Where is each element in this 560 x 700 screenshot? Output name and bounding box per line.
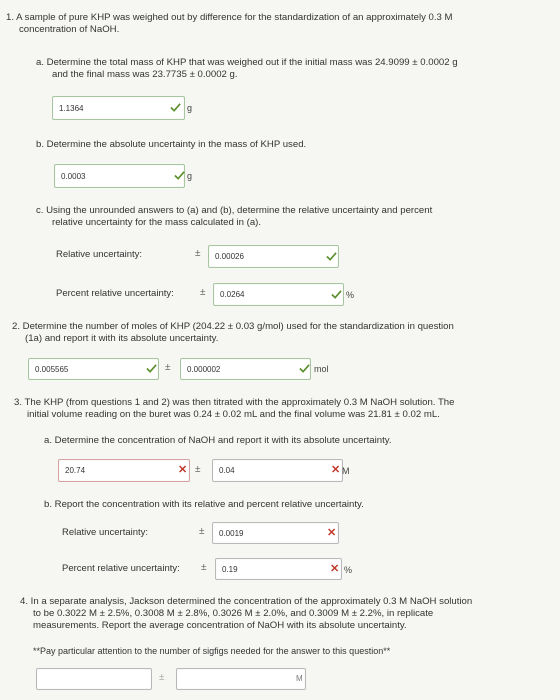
q1c-pct-label: Percent relative uncertainty: [56,288,174,299]
correct-check-icon [146,363,157,374]
q1b-text: b. Determine the absolute uncertainty in the mass of KHP used. [36,139,307,150]
q3a-value: 20.74 [65,466,86,475]
q1a-answer-value: 1.1364 [59,103,84,113]
q1c-line1: c. Using the unrounded answers to (a) and (b), determine the relative uncertainty and percent [36,205,433,216]
q3b-rel-label: Relative uncertainty: [62,527,149,538]
plus-minus-symbol: ± [165,362,171,373]
q3b-rel-value: 0.0019 [219,528,244,538]
q4-unit: M [296,674,303,683]
q1a-line2: and the final mass was 23.7735 ± 0.0002 g. [52,69,238,80]
q3-line2: initial volume reading on the buret was 0.24 ± 0.02 mL and the final volume was 21.81 ± 0.02 mL. [27,409,440,420]
q2-unit: mol [314,364,329,374]
incorrect-cross-icon: ✕ [330,563,340,575]
incorrect-cross-icon: ✕ [327,527,337,539]
q1a-line1: a. Determine the total mass of KHP that was weighed out if the initial mass was 24.9099 ± 0.0002 g [36,57,458,68]
correct-check-icon [331,289,342,300]
q1c-rel-field[interactable] [208,245,339,268]
q3b-pct-label: Percent relative uncertainty: [62,563,180,574]
q1-line2: concentration of NaOH. [19,24,120,35]
q3a-unit: M [342,466,350,476]
correct-check-icon [174,170,185,181]
q3a-value-field[interactable] [58,459,190,482]
q1c-text [36,205,432,229]
q4-line1: 4. In a separate analysis, Jackson determined the concentration of the approximately 0.3 M NaOH solution [20,596,473,607]
q2-value: 0.005565 [35,364,69,374]
q4-value-field[interactable] [36,668,152,690]
plus-minus-symbol: ± [201,562,207,573]
q1c-pct-unit: % [346,290,355,300]
plus-minus-symbol: ± [199,526,205,537]
plus-minus-symbol: ± [159,672,165,683]
q1b-unit: g [187,171,193,181]
q1b-answer-value: 0.0003 [61,171,86,181]
q3a-text: a. Determine the concentration of NaOH and report it with its absolute uncertainty. [44,435,392,446]
q1-line1: 1. A sample of pure KHP was weighed out by difference for the standardization of an approximately 0.3 M [6,12,453,23]
correct-check-icon [170,102,181,113]
q3a-uncertainty-field[interactable] [212,459,343,482]
q1c-line2: relative uncertainty for the mass calculated in (a). [52,217,262,228]
q1a-answer-field[interactable] [52,96,185,120]
plus-minus-symbol: ± [195,464,201,475]
q3-text [14,397,454,421]
q3b-pct-field[interactable] [215,558,342,580]
q3-line1: 3. The KHP (from questions 1 and 2) was then titrated with the approximately 0.3 M NaOH solution. The [14,397,455,408]
q4-note: **Pay particular attention to the number of sigfigs needed for the answer to this question** [33,646,391,656]
q2-line2: (1a) and report it with its absolute uncertainty. [25,333,219,344]
q2-value-field[interactable] [28,358,159,380]
plus-minus-symbol: ± [195,248,201,259]
q1c-pct-field[interactable] [213,283,344,306]
q3b-pct-value: 0.19 [222,564,238,574]
q1-text [6,12,453,36]
q2-uncertainty: 0.000002 [187,364,221,374]
q1c-pct-value: 0.0264 [220,290,245,299]
q1b-answer-field[interactable] [54,164,185,188]
q3b-rel-field[interactable] [212,522,339,544]
q1a-text [36,57,458,81]
q2-line1: 2. Determine the number of moles of KHP (204.22 ± 0.03 g/mol) used for the standardization in question [12,321,454,332]
plus-minus-symbol: ± [200,287,206,298]
q1a-unit: g [187,103,193,113]
incorrect-cross-icon: ✕ [331,464,341,476]
q2-text [12,321,454,345]
q4-uncertainty-field[interactable] [176,668,306,690]
q1c-rel-value: 0.00026 [215,252,244,261]
correct-check-icon [326,251,337,262]
incorrect-cross-icon: ✕ [178,464,188,476]
q4-line3: measurements. Report the average concentration of NaOH with its absolute uncertainty. [33,620,407,631]
correct-check-icon [299,363,310,374]
q4-line2: to be 0.3022 M ± 2.5%, 0.3008 M ± 2.8%, 0.3026 M ± 2.0%, and 0.3009 M ± 2.2%, in replicate [33,608,434,619]
q3b-pct-unit: % [344,565,353,575]
q3a-uncertainty: 0.04 [219,466,235,475]
q4-text [20,596,472,632]
q2-uncertainty-field[interactable] [180,358,311,380]
q1c-rel-label: Relative uncertainty: [56,249,143,260]
q3b-text: b. Report the concentration with its relative and percent relative uncertainty. [44,499,364,510]
